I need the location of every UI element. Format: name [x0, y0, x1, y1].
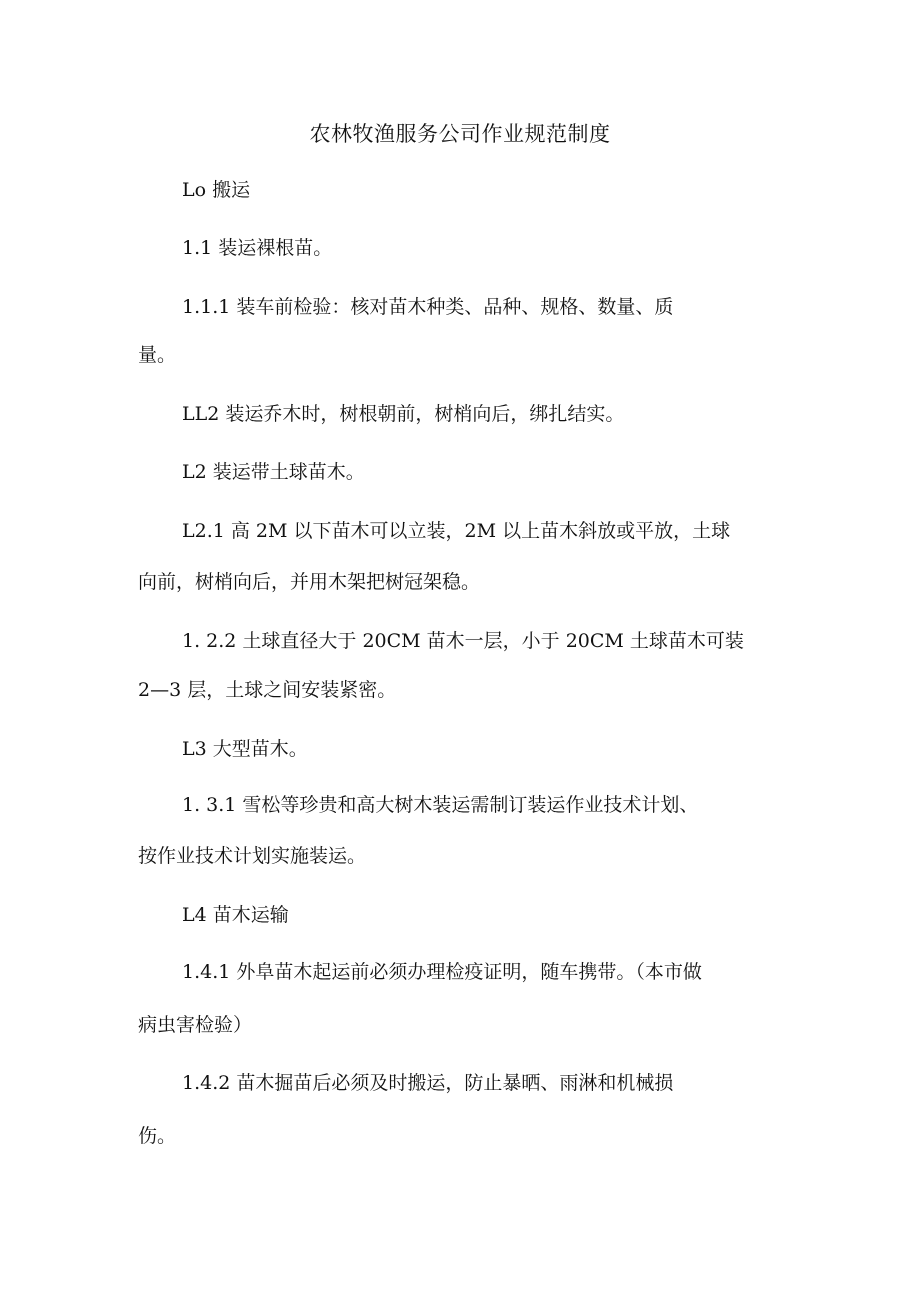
paragraph-1-2-1: [138, 504, 778, 610]
paragraph-line: 1. 3.1 雪松等珍贵和高大树木装运需制订装运作业技术计划、: [182, 794, 699, 816]
document-title: 农林牧渔服务公司作业规范制度: [309, 122, 611, 146]
paragraph-line: 按作业技术计划实施装运。: [138, 845, 367, 867]
paragraph-line: LL2 装运乔木时，树根朝前，树梢向后，绑扎结实。: [182, 403, 625, 425]
paragraph-1-3-1: [138, 778, 778, 884]
paragraph-line: 量。: [138, 344, 177, 366]
paragraph-line: 1.1.1 装车前检验：核对苗木种类、品种、规格、数量、质: [182, 296, 674, 318]
paragraph-line: 2—3 层，土球之间安装紧密。: [138, 679, 397, 701]
paragraph-1-4-1: [138, 945, 778, 1053]
paragraph-1-3: [138, 722, 778, 777]
paragraph-1-1-1: [138, 280, 778, 383]
paragraph-1-2: [138, 445, 778, 500]
paragraph-line: 1.4.1 外阜苗木起运前必须办理检疫证明，随车携带。（本市做: [182, 961, 702, 983]
paragraph-1-1: [138, 221, 778, 276]
paragraph-line: L3 大型苗木。: [182, 738, 308, 760]
paragraph-line: 向前，树梢向后，并用木架把树冠架稳。: [138, 571, 481, 593]
paragraph-line: 伤。: [138, 1125, 177, 1147]
paragraph-1-4: [138, 888, 778, 943]
paragraph-line: L2.1 高 2M 以下苗木可以立装，2M 以上苗木斜放或平放，土球: [182, 520, 731, 542]
paragraph-line: 1.1 装运裸根苗。: [182, 237, 333, 259]
paragraph-1-2-2: [138, 614, 778, 718]
paragraph-line: L4 苗木运输: [182, 904, 289, 926]
paragraph-section-1: [138, 163, 778, 218]
paragraph-line: 病虫害检验）: [138, 1014, 253, 1036]
paragraph-line: 1.4.2 苗木掘苗后必须及时搬运，防止暴晒、雨淋和机械损: [182, 1072, 674, 1094]
paragraph-1-1-2: [138, 387, 778, 442]
paragraph-1-4-2: [138, 1056, 778, 1164]
paragraph-line: 1. 2.2 土球直径大于 20CM 苗木一层，小于 20CM 土球苗木可装: [182, 630, 744, 652]
paragraph-line: Lo 搬运: [182, 179, 251, 201]
paragraph-line: L2 装运带土球苗木。: [182, 461, 365, 483]
